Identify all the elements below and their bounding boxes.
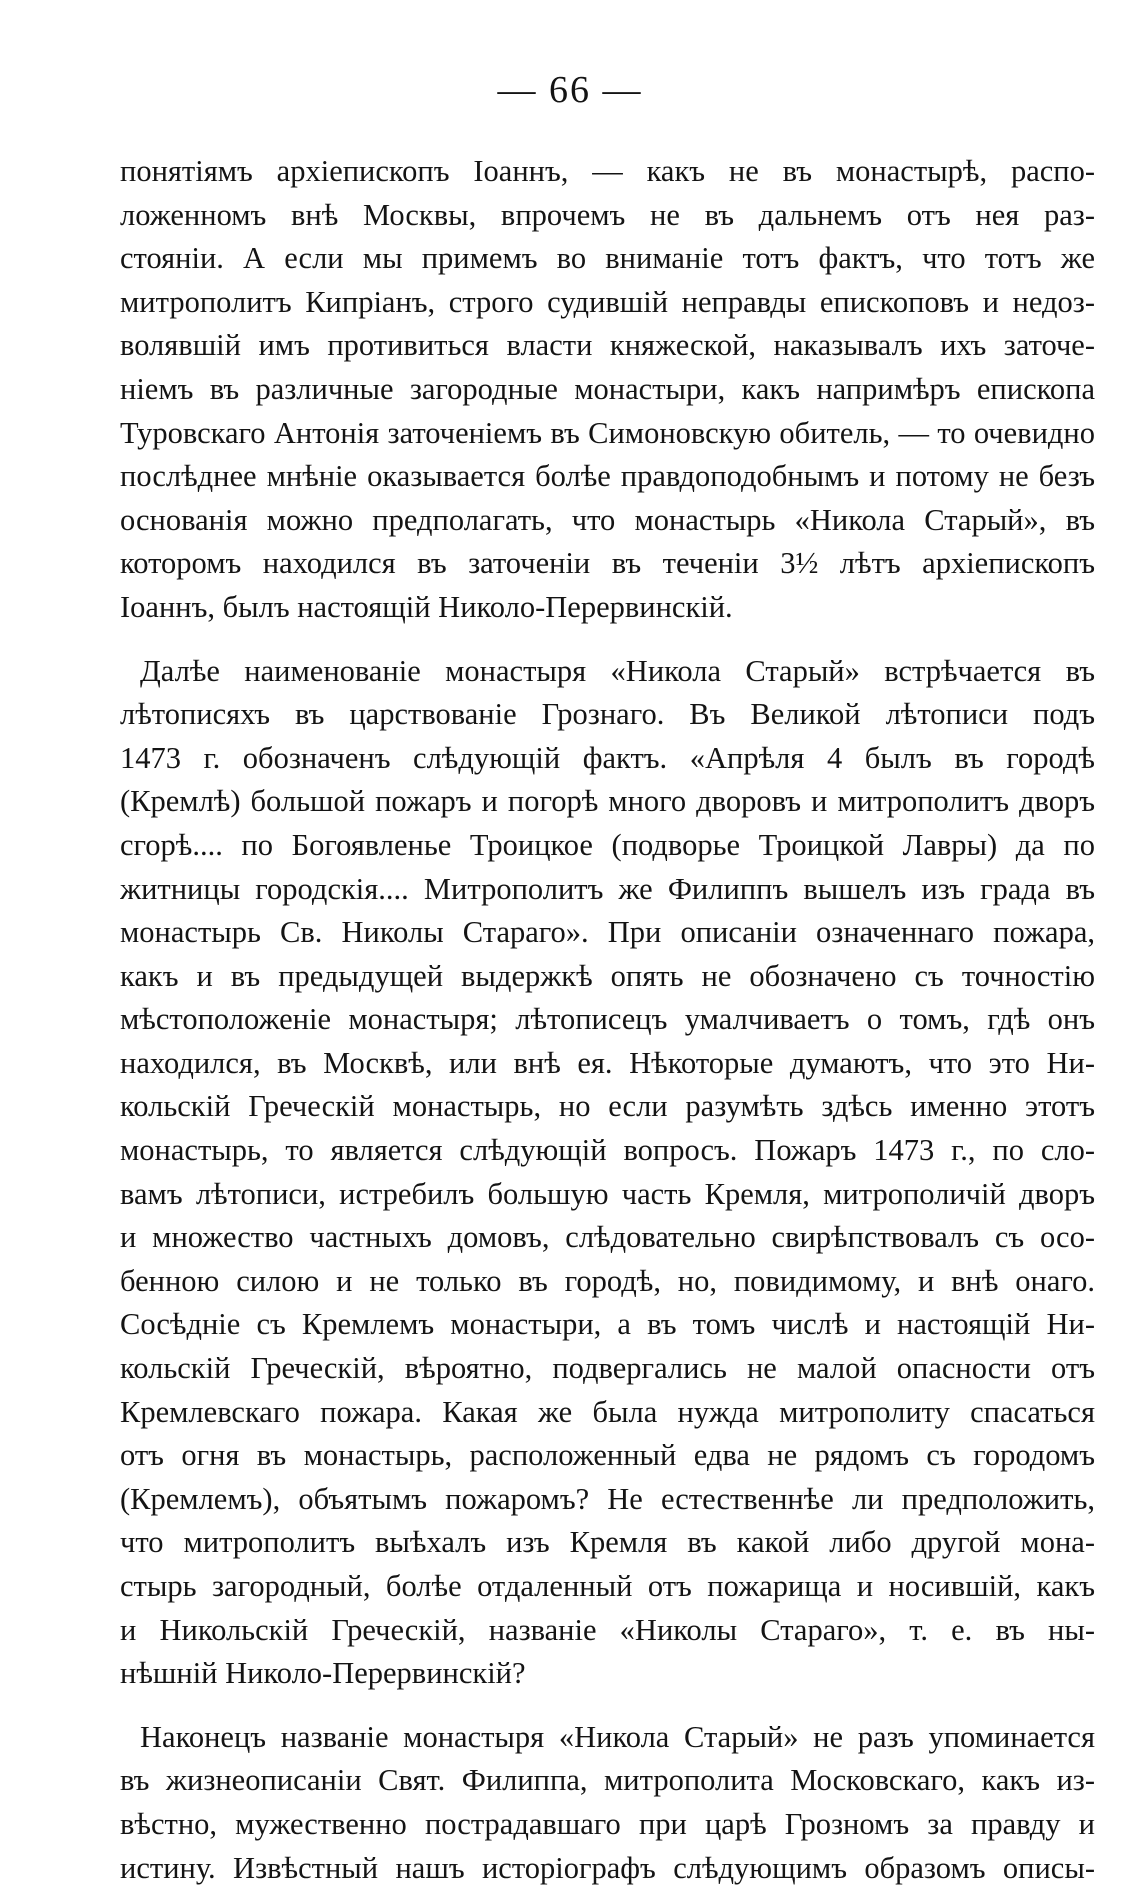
text-line: и множество частныхъ домовъ, слѣдовательно свирѣпствовалъ съ осо- [120, 1220, 1095, 1255]
text-line: ложенномъ внѣ Москвы, впрочемъ не въ дальнемъ отъ нея раз- [120, 197, 1095, 232]
text-line: сгорѣ.... по Богоявленье Троицкое (подворье Троицкой Лавры) да по [120, 827, 1095, 862]
text-line: кольскій Греческій, вѣроятно, подвергались не малой опасности отъ [120, 1351, 1095, 1386]
text-line: которомъ находился въ заточеніи въ теченіи 3½ лѣтъ архіепископъ [120, 546, 1095, 581]
text-line: 1473 г. обозначенъ слѣдующій фактъ. «Апрѣля 4 былъ въ городѣ [120, 740, 1095, 775]
text-line: (Кремлемъ), объятымъ пожаромъ? Не естественнѣе ли предположить, [120, 1481, 1095, 1516]
text-line: находился, въ Москвѣ, или внѣ ея. Нѣкоторые думаютъ, что это Ни- [120, 1045, 1095, 1080]
text-line: волявшій имъ противиться власти княжеской, наказывалъ ихъ заточе- [120, 328, 1095, 363]
text-line: Туровскаго Антонія заточеніемъ въ Симоновскую обитель, — то очевидно [120, 415, 1095, 450]
text-line: монастырь Св. Николы Стараго». При описаніи означеннаго пожара, [120, 915, 1095, 950]
text-line: (Кремлѣ) большой пожаръ и погорѣ много дворовъ и митрополитъ дворъ [120, 784, 1095, 819]
text-line: вѣстно, мужественно пострадавшаго при царѣ Грозномъ за правду и [120, 1806, 1095, 1841]
text-line: какъ и въ предыдущей выдержкѣ опять не обозначено съ точностію [120, 958, 1095, 993]
text-line: ніемъ въ различные загородные монастыри, какъ напримѣръ епископа [120, 371, 1095, 406]
text-line: истину. Извѣстный нашъ исторіографъ слѣдующимъ образомъ описы- [120, 1850, 1095, 1885]
paragraph-gap [120, 630, 1095, 650]
text-line: что митрополитъ выѣхалъ изъ Кремля въ какой либо другой мона- [120, 1525, 1095, 1560]
text-line: Іоаннъ, былъ настоящій Николо-Перервинскій. [120, 589, 733, 624]
page-number: — 66 — [497, 69, 643, 111]
text-line: вамъ лѣтописи, истребилъ большую часть Кремля, митрополичій дворъ [120, 1176, 1095, 1211]
text-line: лѣтописяхъ въ царствованіе Грознаго. Въ Великой лѣтописи подъ [120, 697, 1095, 732]
text-line: монастырь, то является слѣдующій вопросъ. Пожаръ 1473 г., по сло- [120, 1133, 1095, 1168]
paragraph-2 [120, 650, 1095, 1696]
text-line: Кремлевскаго пожара. Какая же была нужда митрополиту спасаться [120, 1394, 1095, 1429]
text-line: отъ огня въ монастырь, расположенный едва не рядомъ съ городомъ [120, 1438, 1095, 1473]
text-line: и Никольскій Греческій, названіе «Николы Стараго», т. е. въ ны- [120, 1612, 1095, 1647]
paragraph-1 [120, 150, 1095, 630]
text-line: Наконецъ названіе монастыря «Никола Старый» не разъ упоминается [140, 1719, 1095, 1754]
text-line: мѣстоположеніе монастыря; лѣтописецъ умалчиваетъ о томъ, гдѣ онъ [120, 1002, 1095, 1037]
page-body [120, 150, 1095, 1890]
text-line: митрополитъ Кипріанъ, строго судившій неправды епископовъ и недоз- [120, 284, 1095, 319]
text-line: послѣднее мнѣніе оказывается болѣе правдоподобнымъ и потому не безъ [120, 459, 1095, 494]
text-line: житницы городскія.... Митрополитъ же Филиппъ вышелъ изъ града въ [120, 871, 1095, 906]
text-line: бенною силою и не только въ городѣ, но, повидимому, и внѣ онаго. [120, 1263, 1095, 1298]
text-line: Сосѣдніе съ Кремлемъ монастыри, а въ томъ числѣ и настоящій Ни- [120, 1307, 1095, 1342]
paragraph-3 [120, 1716, 1095, 1890]
text-line: Далѣе наименованіе монастыря «Никола Старый» встрѣчается въ [140, 653, 1095, 688]
text-line: кольскій Греческій монастырь, но если разумѣть здѣсь именно этотъ [120, 1089, 1095, 1124]
text-line: нѣшній Николо-Перервинскій? [120, 1656, 526, 1691]
text-line: основанія можно предполагать, что монастырь «Никола Старый», въ [120, 502, 1095, 537]
text-line: стырь загородный, болѣе отдаленный отъ пожарища и носившій, какъ [120, 1569, 1095, 1603]
text-line: въ жизнеописаніи Свят. Филиппа, митрополита Московскаго, какъ из- [120, 1763, 1095, 1798]
text-line: стояніи. А если мы примемъ во вниманіе тотъ фактъ, что тотъ же [120, 241, 1095, 276]
paragraph-gap [120, 1696, 1095, 1716]
text-line: понятіямъ архіепископъ Іоаннъ, — какъ не въ монастырѣ, распо- [120, 154, 1095, 188]
